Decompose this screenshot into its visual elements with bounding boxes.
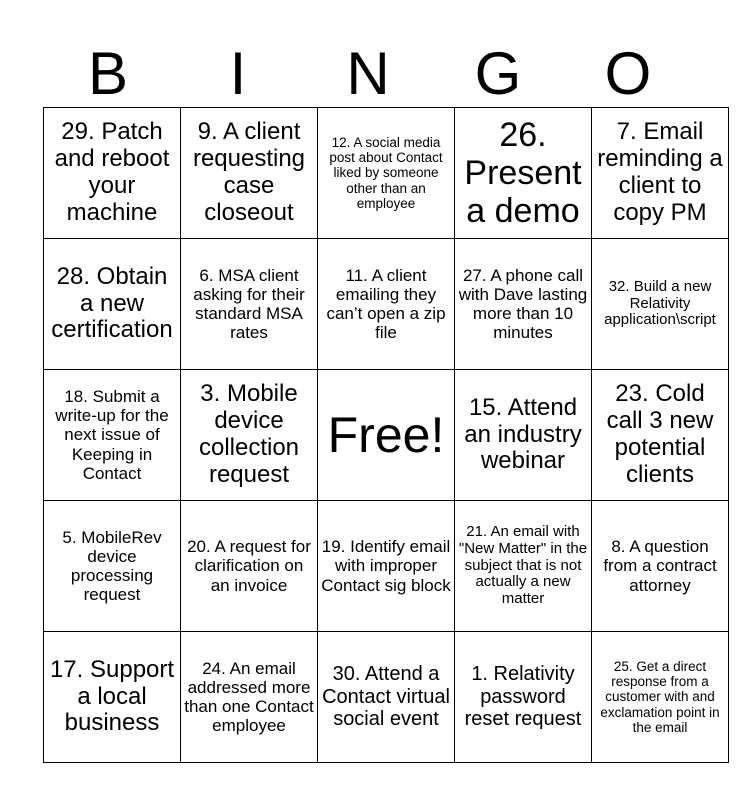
bingo-cell[interactable]: 25. Get a direct response from a customer with and exclamation point in the email — [592, 632, 729, 763]
bingo-header — [43, 40, 693, 108]
header-letter-n: N — [346, 40, 390, 107]
bingo-cell[interactable]: 26. Present a demo — [455, 108, 592, 239]
bingo-row — [44, 632, 729, 763]
bingo-cell[interactable]: 11. A client emailing they can’t open a zip file — [318, 239, 455, 370]
bingo-cell[interactable]: 1. Relativity password reset request — [455, 632, 592, 763]
bingo-cell[interactable]: 15. Attend an industry webinar — [455, 370, 592, 501]
bingo-cell[interactable]: 29. Patch and reboot your machine — [44, 108, 181, 239]
header-letter-o: O — [604, 40, 652, 107]
bingo-cell[interactable]: 21. An email with "New Matter" in the subject that is not actually a new matter — [455, 501, 592, 632]
free-space-cell[interactable]: Free! — [318, 370, 455, 501]
bingo-cell[interactable]: 24. An email addressed more than one Contact employee — [181, 632, 318, 763]
bingo-cell[interactable]: 19. Identify email with improper Contact sig block — [318, 501, 455, 632]
bingo-cell[interactable]: 7. Email reminding a client to copy PM — [592, 108, 729, 239]
bingo-row — [44, 239, 729, 370]
bingo-row — [44, 370, 729, 501]
bingo-cell[interactable]: 27. A phone call with Dave lasting more than 10 minutes — [455, 239, 592, 370]
header-letter-g: G — [474, 40, 522, 107]
bingo-cell[interactable]: 17. Support a local business — [44, 632, 181, 763]
bingo-card-grid — [43, 107, 729, 763]
header-letter-i: I — [229, 40, 247, 107]
bingo-row — [44, 108, 729, 239]
bingo-cell[interactable]: 18. Submit a write-up for the next issue of Keeping in Contact — [44, 370, 181, 501]
bingo-cell[interactable]: 9. A client requesting case closeout — [181, 108, 318, 239]
bingo-cell[interactable]: 32. Build a new Relativity application\script — [592, 239, 729, 370]
bingo-cell[interactable]: 23. Cold call 3 new potential clients — [592, 370, 729, 501]
bingo-cell[interactable]: 20. A request for clarification on an invoice — [181, 501, 318, 632]
bingo-cell[interactable]: 28. Obtain a new certification — [44, 239, 181, 370]
bingo-cell[interactable]: 30. Attend a Contact virtual social event — [318, 632, 455, 763]
bingo-cell[interactable]: 12. A social media post about Contact liked by someone other than an employee — [318, 108, 455, 239]
bingo-cell[interactable]: 5. MobileRev device processing request — [44, 501, 181, 632]
bingo-cell[interactable]: 6. MSA client asking for their standard MSA rates — [181, 239, 318, 370]
bingo-cell[interactable]: 3. Mobile device collection request — [181, 370, 318, 501]
bingo-cell[interactable]: 8. A question from a contract attorney — [592, 501, 729, 632]
header-letter-b: B — [87, 40, 129, 107]
bingo-row — [44, 501, 729, 632]
